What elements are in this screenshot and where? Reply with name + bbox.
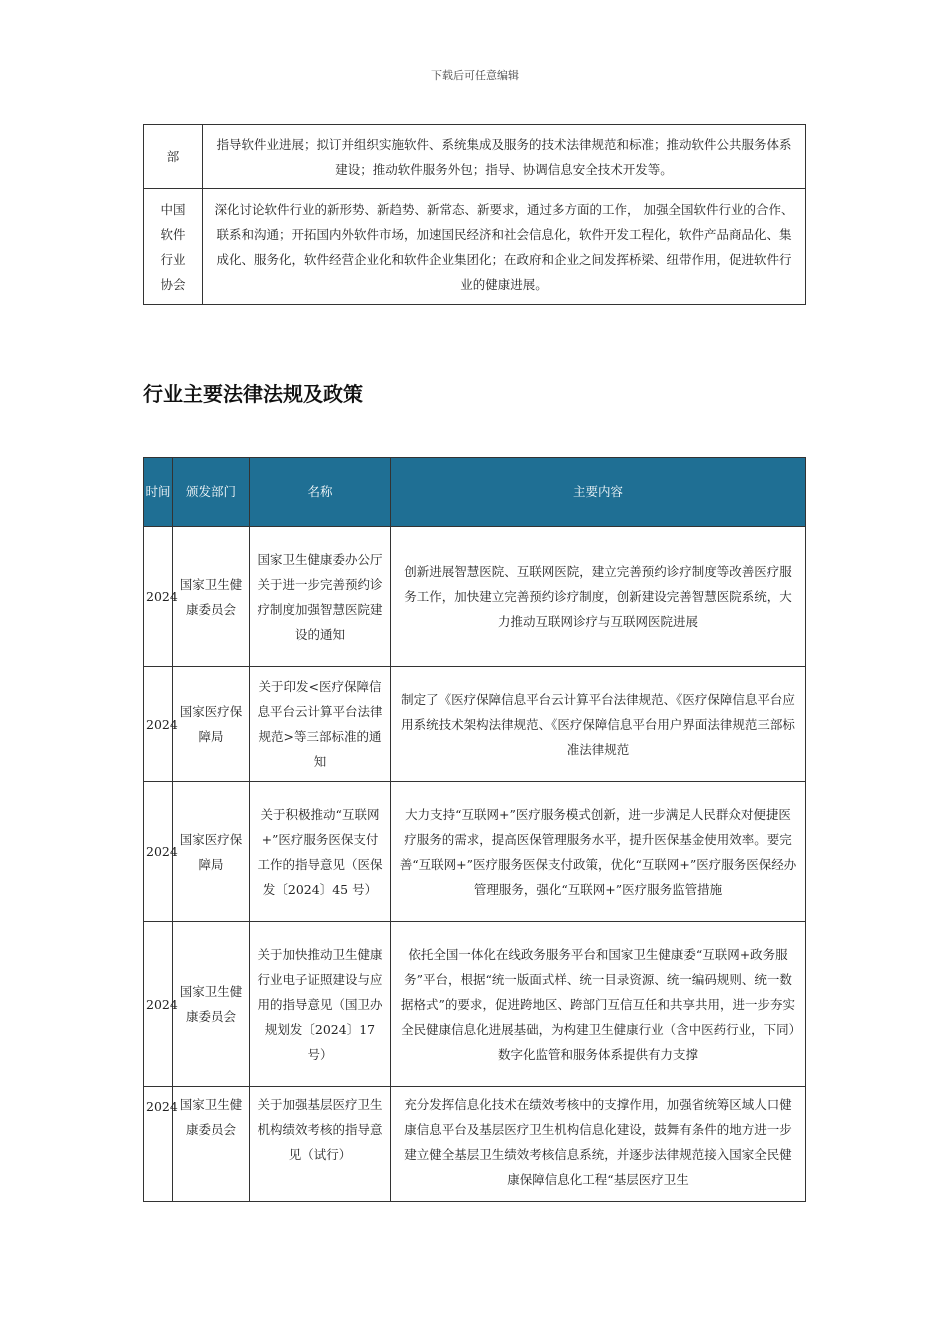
cell-name: 关于加快推动卫生健康行业电子证照建设与应用的指导意见（国卫办规划发〔2024〕17 号）	[250, 922, 391, 1087]
cell-dept: 国家医疗保障局	[173, 667, 250, 782]
cell-year: 2024	[144, 667, 173, 782]
cell-dept: 国家卫生健康委员会	[173, 527, 250, 667]
cell-content: 制定了《医疗保障信息平台云计算平台法律规范、《医疗保障信息平台应用系统技术架构法律规范、《医疗保障信息平台用户界面法律规范三部标准法律规范	[391, 667, 806, 782]
org-description: 指导软件业进展；拟订并组织实施软件、系统集成及服务的技术法律规范和标准；推动软件公共服务体系建设；推动软件服务外包；指导、协调信息安全技术开发等。	[203, 125, 806, 189]
cell-content: 大力支持“互联网+”医疗服务模式创新，进一步满足人民群众对便捷医疗服务的需求，提高医保管理服务水平，提升医保基金使用效率。要完善“互联网+”医疗服务医保支付政策，优化“互联网+”医疗服务医保经办管理服务，强化“互联网+”医疗服务监管措施	[391, 782, 806, 922]
cell-name: 关于加强基层医疗卫生机构绩效考核的指导意见（试行）	[250, 1087, 391, 1202]
cell-name: 关于积极推动“互联网+”医疗服务医保支付工作的指导意见（医保发〔2024〕45 号）	[250, 782, 391, 922]
cell-dept: 国家卫生健康委员会	[173, 922, 250, 1087]
cell-content: 创新进展智慧医院、互联网医院，建立完善预约诊疗制度等改善医疗服务工作，加快建立完善预约诊疗制度，创新建设完善智慧医院系统，大力推动互联网诊疗与互联网医院进展	[391, 527, 806, 667]
organization-table	[143, 124, 806, 305]
header-name: 名称	[250, 458, 391, 527]
header-dept: 颁发部门	[173, 458, 250, 527]
org-description: 深化讨论软件行业的新形势、新趋势、新常态、新要求，通过多方面的工作， 加强全国软件行业的合作、联系和沟通；开拓国内外软件市场，加速国民经济和社会信息化，软件开发工程化，软件产品商品化、集成化、服务化，软件经营企业化和软件企业集团化；在政府和企业之间发挥桥梁、纽带作用，促进软件行业的健康进展。	[203, 189, 806, 305]
section-title: 行业主要法律法规及政策	[143, 382, 363, 406]
table-row	[144, 1087, 806, 1202]
table-row	[144, 125, 806, 189]
cell-content: 依托全国一体化在线政务服务平台和国家卫生健康委“互联网+政务服务”平台，根据“统一版面式样、统一目录资源、统一编码规则、统一数据格式”的要求，促进跨地区、跨部门互信互任和共享共用，进一步夯实全民健康信息化进展基础，为构建卫生健康行业（含中医药行业，下同）数字化监管和服务体系提供有力支撑	[391, 922, 806, 1087]
cell-name: 关于印发<医疗保障信息平台云计算平台法律规范>等三部标准的通知	[250, 667, 391, 782]
header-year: 时间	[144, 458, 173, 527]
org-name: 部	[144, 125, 203, 189]
cell-year: 2024	[144, 1087, 173, 1202]
table-row	[144, 922, 806, 1087]
cell-content: 充分发挥信息化技术在绩效考核中的支撑作用，加强省统筹区域人口健康信息平台及基层医疗卫生机构信息化建设，鼓舞有条件的地方进一步建立健全基层卫生绩效考核信息系统，并逐步法律规范接入国家全民健康保障信息化工程“基层医疗卫生	[391, 1087, 806, 1202]
table-row	[144, 189, 806, 305]
header-content: 主要内容	[391, 458, 806, 527]
org-name: 中国软件行业协会	[144, 189, 203, 305]
table-row	[144, 782, 806, 922]
page-header: 下载后可任意编辑	[431, 69, 519, 82]
cell-dept: 国家医疗保障局	[173, 782, 250, 922]
table-row	[144, 667, 806, 782]
cell-dept: 国家卫生健康委员会	[173, 1087, 250, 1202]
cell-name: 国家卫生健康委办公厅关于进一步完善预约诊疗制度加强智慧医院建设的通知	[250, 527, 391, 667]
cell-year: 2024	[144, 782, 173, 922]
cell-year: 2024	[144, 922, 173, 1087]
laws-table	[143, 457, 806, 1202]
table-header-row	[144, 458, 806, 527]
table-row	[144, 527, 806, 667]
cell-year: 2024	[144, 527, 173, 667]
